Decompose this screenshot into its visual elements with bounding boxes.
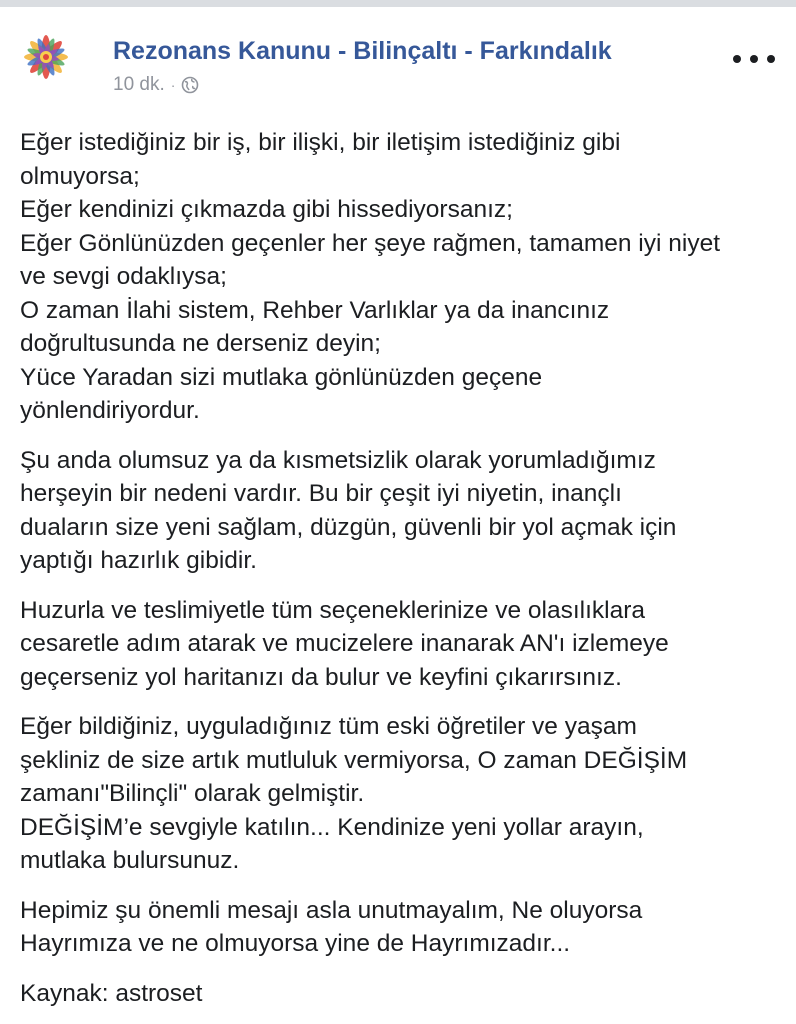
post-paragraph (20, 594, 790, 695)
post-paragraph (20, 977, 790, 1011)
more-options-icon[interactable] (733, 47, 775, 71)
post-text-line: yaptığı hazırlık gibidir. (20, 547, 257, 574)
post-text-line: olmuyorsa; (20, 162, 140, 190)
post-text-line: ve sevgi odaklıysa; (20, 263, 227, 290)
post-text-line: O zaman İlahi sistem, Rehber Varlıklar ya da inancınız (20, 296, 610, 324)
post-timestamp[interactable]: 10 dk. (113, 74, 165, 95)
more-dot (750, 55, 758, 63)
post-text-line: Eğer bildiğiniz, uyguladığınız tüm eski öğretiler ve yaşam (20, 713, 637, 740)
post-text-line: Hepimiz şu önemli mesajı asla unutmayalım, Ne oluyorsa (20, 896, 643, 924)
post-text-line: Yüce Yaradan sizi mutlaka gönlünüzden geçene (20, 363, 543, 391)
post-text-line: Eğer Gönlünüzden geçenler her şeye rağmen, tamamen iyi niyet (20, 229, 720, 257)
more-dot (767, 55, 775, 63)
meta-separator: · (170, 77, 176, 93)
page-name-link[interactable]: Rezonans Kanunu - Bilinçaltı - Farkındalık (113, 37, 612, 65)
post-paragraph (20, 126, 790, 428)
post-text-line: Eğer istediğiniz bir iş, bir ilişki, bir iletişim istediğiniz gibi (20, 129, 621, 156)
post-paragraph (20, 444, 790, 578)
page-avatar-icon[interactable] (18, 29, 74, 85)
post-text-line: cesaretle adım atarak ve mucizelere inanarak AN'ı izlemeye (20, 630, 669, 657)
post-text-line: zamanı"Bilinçli" olarak gelmiştir. (20, 780, 365, 807)
post-text-line: Şu anda olumsuz ya da kısmetsizlik olarak yorumladığımız (20, 446, 656, 474)
post-text-line: Eğer kendinizi çıkmazda gibi hissediyorsanız; (20, 196, 513, 223)
post-text-line: geçerseniz yol haritanızı da bulur ve keyfini çıkarırsınız. (20, 663, 622, 691)
post-paragraph (20, 894, 790, 961)
post-text-line: mutlaka bulursunuz. (20, 847, 240, 874)
post-text-line: herşeyin bir nedeni vardır. Bu bir çeşit iyi niyetin, inançlı (20, 480, 622, 507)
post-text-line: doğrultusunda ne derseniz deyin; (20, 330, 381, 357)
globe-icon[interactable] (181, 76, 199, 94)
post-text-line: Hayrımıza ve ne olmuyorsa yine de Hayrımızadır... (20, 930, 571, 957)
post-text-line: yönlendiriyordur. (20, 397, 200, 424)
post-text-line: Kaynak: astroset (20, 979, 203, 1007)
more-dot (733, 55, 741, 63)
post-text (20, 126, 790, 1024)
post-text-line: şekliniz de size artık mutluluk vermiyorsa, O zaman DEĞİŞİM (20, 746, 688, 774)
post-text-line: DEĞİŞİM’e sevgiyle katılın... Kendinize yeni yollar arayın, (20, 813, 644, 841)
top-divider (0, 0, 796, 7)
post-meta (113, 74, 199, 96)
post-text-line: duaların size yeni sağlam, düzgün, güvenli bir yol açmak için (20, 513, 677, 541)
post-header (0, 7, 796, 105)
post-paragraph (20, 710, 790, 878)
post-text-line: Huzurla ve teslimiyetle tüm seçeneklerinize ve olasılıklara (20, 596, 646, 624)
